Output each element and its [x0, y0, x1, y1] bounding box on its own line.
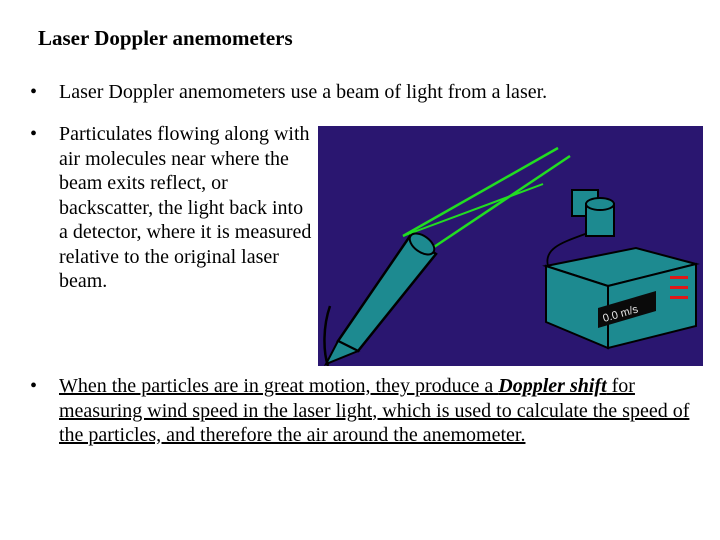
- bullet-laser-beam: [30, 80, 700, 105]
- indicator-light-2: [670, 286, 688, 289]
- bullet-marker: •: [30, 123, 38, 145]
- bullet-text: Laser Doppler anemometers use a beam of light from a laser.: [59, 81, 548, 103]
- bullet-text-before: When the particles are in great motion, they produce a: [59, 375, 499, 397]
- readout-value: 0.0 m/s: [601, 303, 640, 325]
- slide-title: Laser Doppler anemometers: [38, 26, 293, 50]
- laser-anemometer-illustration: [318, 126, 703, 366]
- bullet-text: [59, 374, 700, 448]
- bullet-doppler-shift: [30, 374, 700, 448]
- bullet-marker: •: [30, 81, 38, 103]
- bullet-particulates: [30, 122, 315, 294]
- indicator-light-1: [670, 276, 688, 279]
- doppler-shift-term: Doppler shift: [498, 375, 607, 397]
- bullet-text-after: for measuring wind speed in the laser light, which is used to calculate the speed of the particles, and therefore the air around the anemometer.: [59, 375, 690, 446]
- bullet-marker: •: [30, 375, 38, 397]
- bullet-text: Particulates flowing along with air molecules near where the beam exits reflect, or backscatter, the light back into a detector, where it is measured relative to the original laser beam.: [59, 123, 312, 292]
- indicator-light-3: [670, 296, 688, 299]
